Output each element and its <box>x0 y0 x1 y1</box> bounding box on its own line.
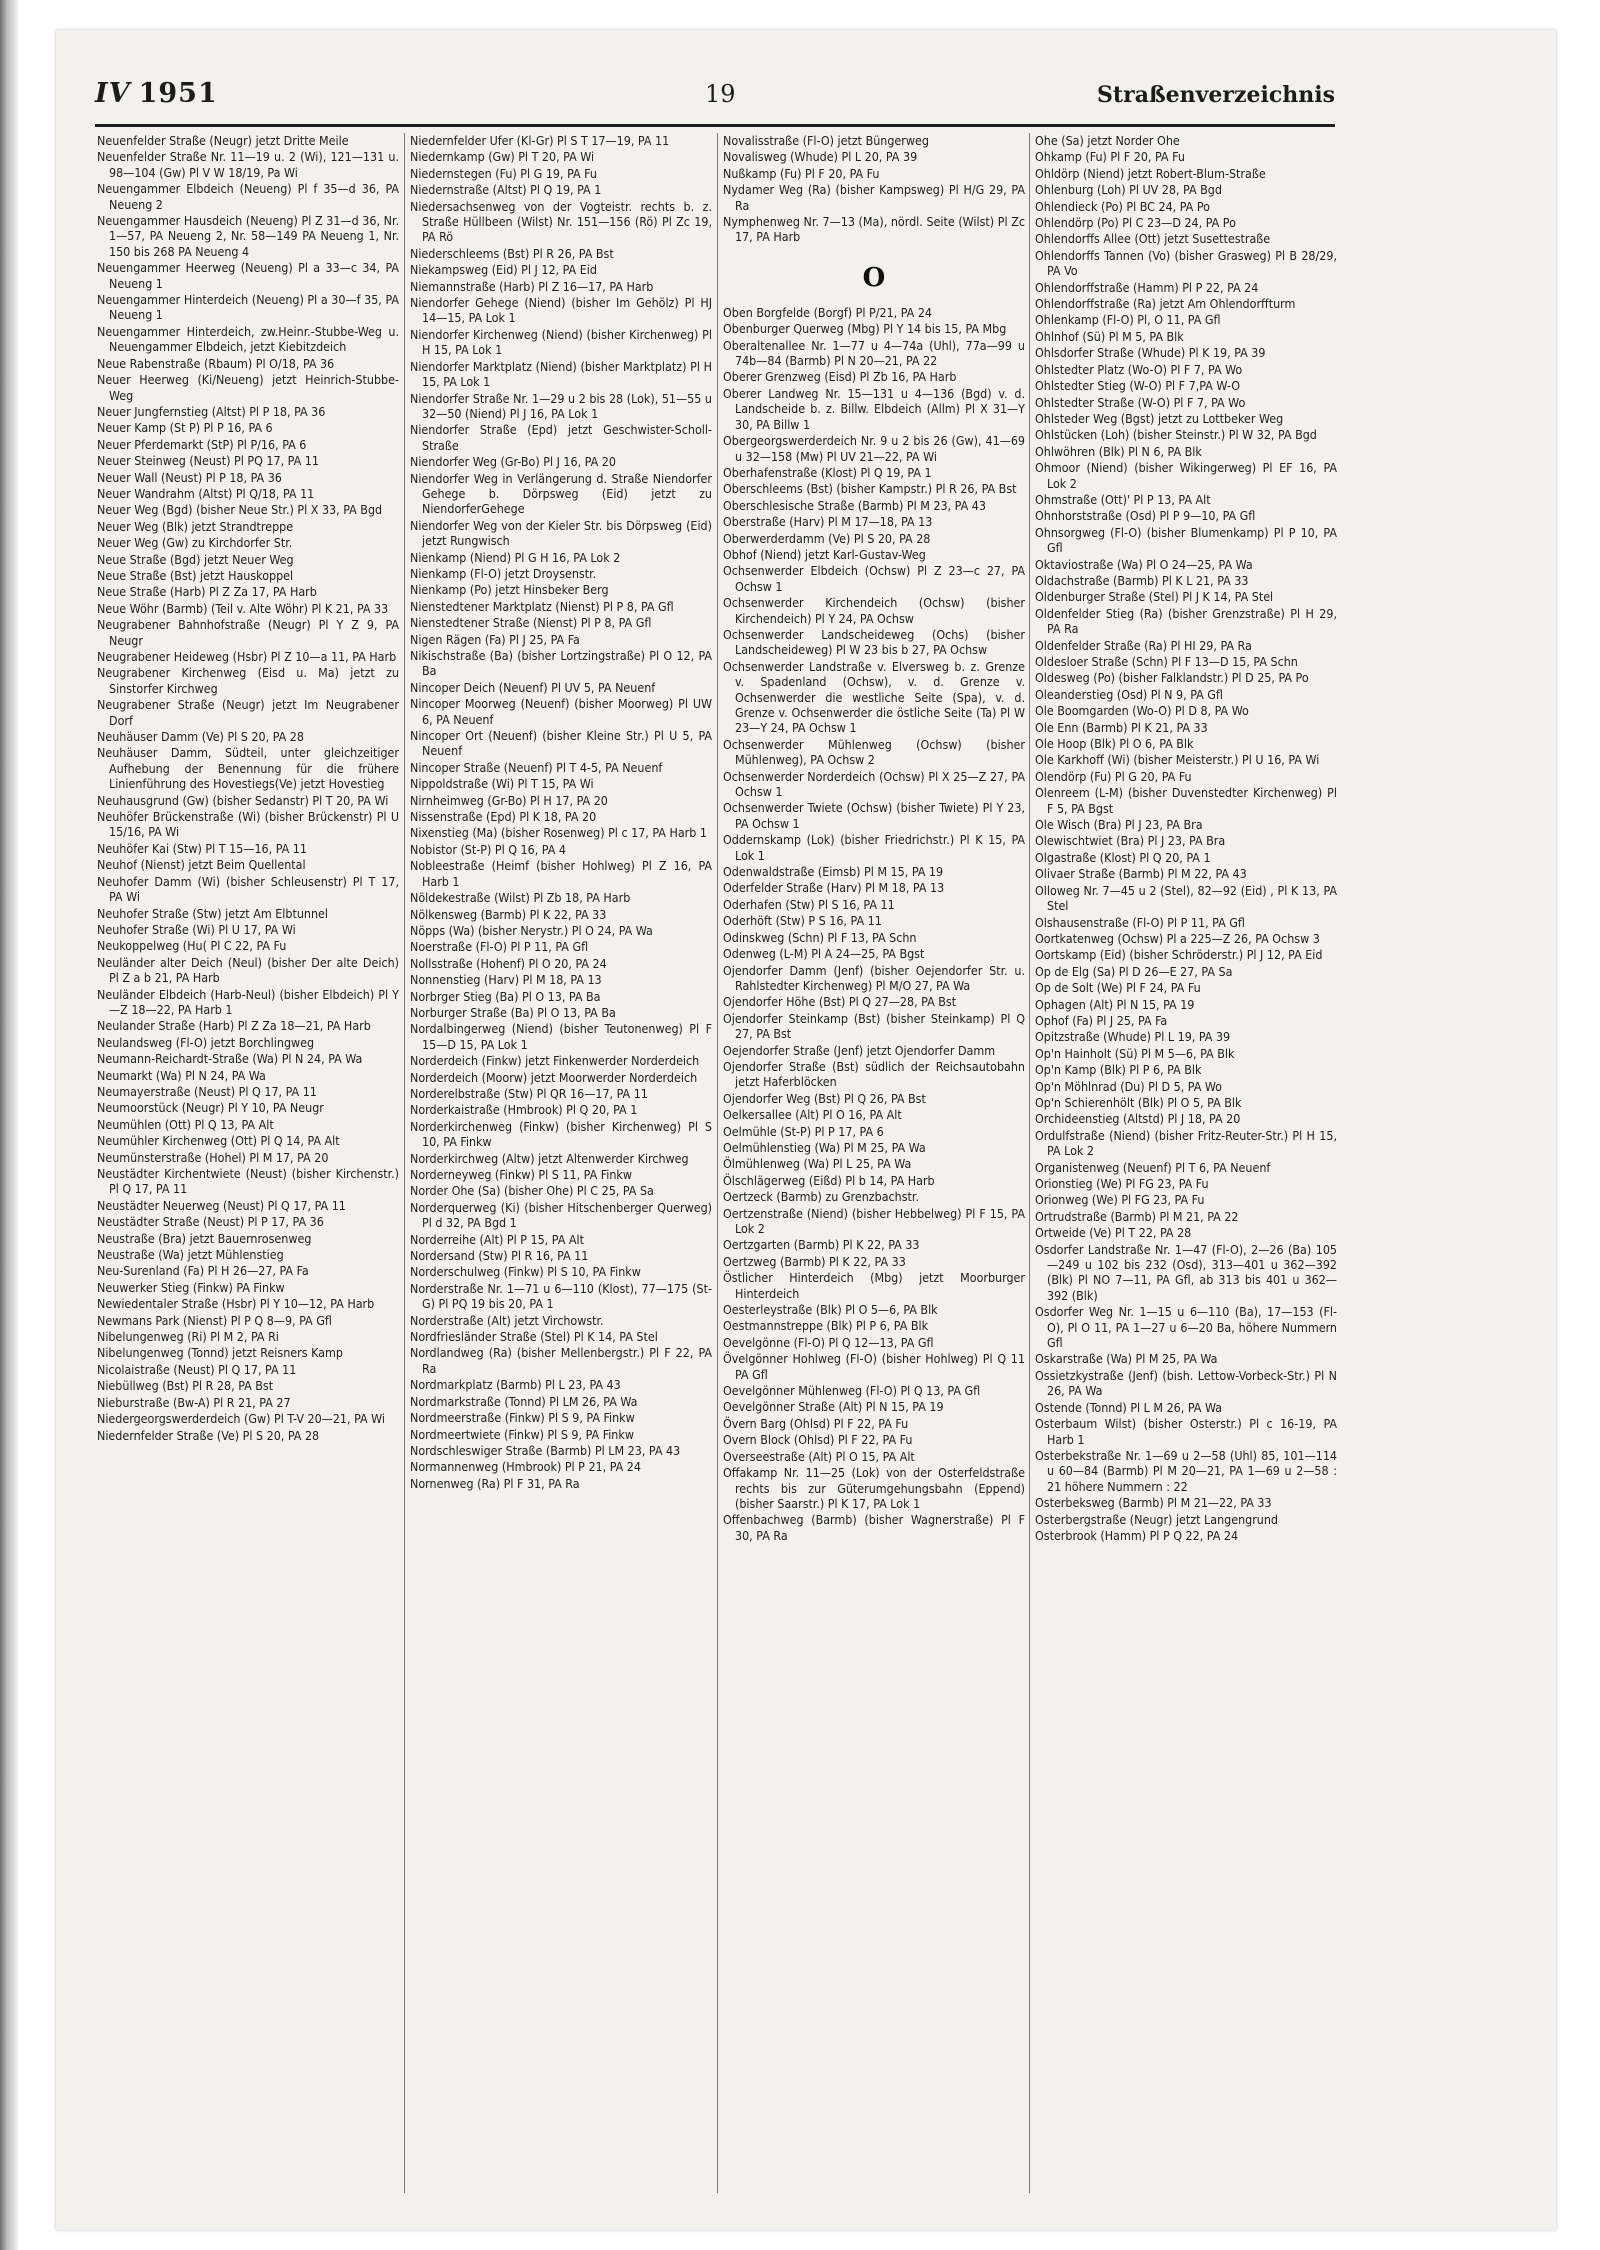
street-entry: Odinskweg (Schn) Pl F 13, PA Schn <box>723 929 917 945</box>
street-entry: Oberschleems (Bst) (bisher Kampstr.) Pl R 26, PA Bst <box>723 481 1017 497</box>
street-entry: Niendorfer Straße Nr. 1—29 u 2 bis 28 (Lok), 51—55 u 32—50 (Niend) Pl J 16, PA Lok 1 <box>410 390 712 421</box>
street-entry: Nincoper Ort (Neuenf) (bisher Kleine Str.) Pl U 5, PA Neuenf <box>410 728 712 759</box>
street-entry: Neue Rabenstraße (Rbaum) Pl O/18, PA 36 <box>97 355 335 371</box>
street-entry: Neuländer alter Deich (Neul) (bisher Der alte Deich) Pl Z a b 21, PA Harb <box>97 954 399 986</box>
street-entry: Norder Ohe (Sa) (bisher Ohe) Pl C 25, PA Sa <box>410 1183 654 1199</box>
street-column-3-part-1 <box>723 133 1025 245</box>
street-entry: Oertzeck (Barmb) zu Grenzbachstr. <box>723 1189 919 1205</box>
street-entry: Ole Karkhoff (Wi) (bisher Meisterstr.) Pl U 16, PA Wi <box>1035 752 1320 768</box>
street-entry: Niendorfer Straße (Epd) jetzt Geschwister-Scholl-Straße <box>410 422 712 453</box>
street-entry: Ole Hoop (Blk) Pl O 6, PA Blk <box>1035 736 1194 752</box>
street-entry: Oelmühle (St-P) Pl P 17, PA 6 <box>723 1123 884 1139</box>
street-entry: Niedernstraße (Altst) Pl Q 19, PA 1 <box>410 182 602 198</box>
street-entry: Olgastraße (Klost) Pl Q 20, PA 1 <box>1035 849 1211 865</box>
street-entry: Nienstedtener Marktplatz (Nienst) Pl P 8, PA Gfl <box>410 598 674 614</box>
street-entry: Oberschlesische Straße (Barmb) Pl M 23, PA 43 <box>723 497 986 513</box>
street-entry: Neue Straße (Bgd) jetzt Neuer Weg <box>97 551 294 567</box>
street-entry: Ohlstedter Platz (Wo-O) Pl F 7, PA Wo <box>1035 361 1243 377</box>
street-entry: Ossietzkystraße (Jenf) (bish. Lettow-Vorbeck-Str.) Pl N 26, PA Wa <box>1035 1367 1337 1399</box>
street-entry: Ohmstraße (Ott)' Pl P 13, PA Alt <box>1035 491 1211 507</box>
street-entry: Oderhöft (Stw) P S 16, PA 11 <box>723 913 882 929</box>
street-entry: Ohe (Sa) jetzt Norder Ohe <box>1035 133 1180 148</box>
street-entry: Obergeorgswerderdeich Nr. 9 u 2 bis 26 (Gw), 41—69 u 32—158 (Mw) Pl UV 21—22, PA Wi <box>723 433 1025 464</box>
street-entry: Ohkamp (Fu) Pl F 20, PA Fu <box>1035 149 1185 165</box>
street-entry: Ophagen (Alt) Pl N 15, PA 19 <box>1035 996 1195 1012</box>
street-entry: Op de Elg (Sa) Pl D 26—E 27, PA Sa <box>1035 963 1233 979</box>
street-entry: Ochsenwerder Kirchendeich (Ochsw) (bisher Kirchendeich) Pl Y 24, PA Ochsw <box>723 595 1025 626</box>
street-entry: Nibelungenweg (Tonnd) jetzt Reisners Kamp <box>97 1345 343 1361</box>
street-entry: Neuer Jungfernstieg (Altst) Pl P 18, PA 36 <box>97 403 326 419</box>
street-entry: Oertzenstraße (Niend) (bisher Hebbelweg) Pl F 15, PA Lok 2 <box>723 1205 1025 1236</box>
street-entry: Niedersachsenweg von der Vogteistr. rechts b. z. Straße Hüllbeen (Wilst) Nr. 151—156 (Rö) Pl Zc 19, PA Rö <box>410 198 712 245</box>
column-divider <box>1029 133 1030 2193</box>
street-entry: Niendorfer Kirchenweg (Niend) (bisher Kirchenweg) Pl H 15, PA Lok 1 <box>410 326 712 358</box>
street-entry: Osdorfer Landstraße Nr. 1—47 (Fl-O), 2—26 (Ba) 105—249 u 102 bis 232 (Osd), 313—401 u 362—392 (Blk) Pl NO 7—11, PA Gfl, ab 313 bis 401 u 362—392 (Blk) <box>1035 1241 1337 1303</box>
street-entry: Oortkatenweg (Ochsw) Pl a 225—Z 26, PA Ochsw 3 <box>1035 930 1320 946</box>
street-entry: Nikischstraße (Ba) (bisher Lortzingstraße) Pl O 12, PA Ba <box>410 648 712 679</box>
street-entry: Oevelgönner Straße (Alt) Pl N 15, PA 19 <box>723 1399 944 1415</box>
street-entry: Ohlstedter Stieg (W-O) Pl F 7,PA W-O <box>1035 378 1241 394</box>
street-entry: Norburger Straße (Ba) Pl O 13, PA Ba <box>410 1004 616 1020</box>
street-entry: Norderdeich (Moorw) jetzt Moorwerder Norderdeich <box>410 1069 698 1085</box>
street-entry: Oertzgarten (Barmb) Pl K 22, PA 33 <box>723 1237 920 1253</box>
street-entry: Neulandsweg (Fl-O) jetzt Borchlingweg <box>97 1034 315 1050</box>
street-entry: Nordschleswiger Straße (Barmb) Pl LM 23, PA 43 <box>410 1442 681 1458</box>
street-entry: Ostende (Tonnd) Pl L M 26, PA Wa <box>1035 1399 1223 1415</box>
street-entry: Neulander Straße (Harb) Pl Z Za 18—21, PA Harb <box>97 1018 371 1034</box>
street-entry: Ohlendorffs Tannen (Vo) (bisher Grasweg) Pl B 28/29, PA Vo <box>1035 247 1337 279</box>
street-entry: Niekampsweg (Eid) Pl J 12, PA Eid <box>410 262 597 278</box>
street-entry: Nigen Rägen (Fa) Pl J 25, PA Fa <box>410 631 580 647</box>
street-entry: Ohlendorffstraße (Hamm) Pl P 22, PA 24 <box>1035 279 1259 295</box>
street-entry: Neustädter Neuerweg (Neust) Pl Q 17, PA 11 <box>97 1197 346 1213</box>
street-entry: Ojendorfer Steinkamp (Bst) (bisher Steinkamp) Pl Q 27, PA Bst <box>723 1010 1025 1042</box>
street-entry: Ohlendörp (Po) Pl C 23—D 24, PA Po <box>1035 215 1236 231</box>
street-entry: Noerstraße (Fl-O) Pl P 11, PA Gfl <box>410 939 589 955</box>
column-divider <box>717 133 718 2193</box>
street-entry: Neuer Heerweg (Ki/Neueng) jetzt Heinrich-Stubbe-Weg <box>97 372 399 403</box>
street-entry: Norderdeich (Finkw) jetzt Finkenwerder Norderdeich <box>410 1053 700 1069</box>
street-entry: Olendörp (Fu) Pl G 20, PA Fu <box>1035 768 1192 784</box>
street-entry: Nobistor (St-P) Pl Q 16, PA 4 <box>410 841 566 857</box>
street-entry: Ortweide (Ve) Pl T 22, PA 28 <box>1035 1225 1192 1241</box>
street-entry: Ohlendorffs Allee (Ott) jetzt Susettestraße <box>1035 231 1271 247</box>
street-entry: Neumarkt (Wa) Pl N 24, PA Wa <box>97 1067 266 1083</box>
street-entry: Ordulfstraße (Niend) (bisher Fritz-Reuter-Str.) Pl H 15, PA Lok 2 <box>1035 1127 1337 1159</box>
street-entry: Nordersand (Stw) Pl R 16, PA 11 <box>410 1248 589 1264</box>
street-entry: Ohlwöhren (Blk) Pl N 6, PA Blk <box>1035 443 1202 459</box>
street-entry: Nincoper Moorweg (Neuenf) (bisher Moorweg) Pl UW 6, PA Neuenf <box>410 696 712 727</box>
street-entry: Op'n Schierenhölt (Blk) Pl O 5, PA Blk <box>1035 1094 1242 1110</box>
street-entry: Olivaer Straße (Barmb) Pl M 22, PA 43 <box>1035 866 1247 882</box>
street-entry: Nordmarkplatz (Barmb) Pl L 23, PA 43 <box>410 1377 621 1393</box>
street-entry: Novalisstraße (Fl-O) jetzt Büngerweg <box>723 133 929 148</box>
street-entry: Nöldekestraße (Wilst) Pl Zb 18, PA Harb <box>410 890 631 906</box>
street-entry: Niendorfer Gehege (Niend) (bisher Im Gehölz) Pl HJ 14—15, PA Lok 1 <box>410 295 712 326</box>
street-column-3-part-2 <box>723 305 1025 1543</box>
street-entry: Oberstraße (Harv) Pl M 17—18, PA 13 <box>723 514 933 530</box>
street-entry: Neumann-Reichardt-Straße (Wa) Pl N 24, PA Wa <box>97 1051 363 1067</box>
street-entry: Niederschleems (Bst) Pl R 26, PA Bst <box>410 245 614 261</box>
street-entry: Norderstraße Nr. 1—71 u 6—110 (Klost), 77—175 (St-G) Pl PQ 19 bis 20, PA 1 <box>410 1280 712 1312</box>
street-entry: Niedernfelder Straße (Ve) Pl S 20, PA 28 <box>97 1427 320 1443</box>
street-entry: Op'n Kamp (Blk) Pl P 6, PA Blk <box>1035 1062 1202 1078</box>
street-entry: Neustraße (Bra) jetzt Bauernrosenweg <box>97 1230 312 1246</box>
street-entry: Osdorfer Weg Nr. 1—15 u 6—110 (Ba), 17—153 (Fl-O), Pl O 11, PA 1—27 u 6—20 Ba, höhere Nummern Gfl <box>1035 1304 1337 1351</box>
street-entry: Neugrabener Heideweg (Hsbr) Pl Z 10—a 11, PA Harb <box>97 649 397 664</box>
header-page-number: 19 <box>705 80 736 108</box>
street-entry: Nollsstraße (Hohenf) Pl O 20, PA 24 <box>410 955 607 971</box>
street-entry: Olewischtwiet (Bra) Pl J 23, PA Bra <box>1035 833 1226 849</box>
street-entry: Ochsenwerder Elbdeich (Ochsw) Pl Z 23—c 27, PA Ochsw 1 <box>723 563 1025 594</box>
street-entry: Neuländer Elbdeich (Harb-Neul) (bisher Elbdeich) Pl Y—Z 18—22, PA Harb 1 <box>97 986 399 1017</box>
street-entry: Odenweg (L-M) Pl A 24—25, PA Bgst <box>723 946 925 962</box>
street-entry: Oberer Grenzweg (Eisd) Pl Zb 16, PA Harb <box>723 369 957 385</box>
street-entry: Ochsenwerder Norderdeich (Ochsw) Pl X 25—Z 27, PA Ochsw 1 <box>723 768 1025 800</box>
street-entry: Nieburstraße (Bw-A) Pl R 21, PA 27 <box>97 1394 291 1410</box>
street-entry: Ohlendorffstraße (Ra) jetzt Am Ohlendorffturm <box>1035 296 1296 312</box>
header-rule <box>95 124 1335 127</box>
street-entry: Ohlsdorfer Straße (Whude) Pl K 19, PA 39 <box>1035 345 1266 361</box>
street-entry: Offenbachweg (Barmb) (bisher Wagnerstraße) Pl F 30, PA Ra <box>723 1512 1025 1543</box>
street-entry: Nienkamp (Fl-O) jetzt Droysenstr. <box>410 565 597 581</box>
street-entry: Oejendorfer Straße (Jenf) jetzt Ojendorfer Damm <box>723 1042 996 1058</box>
street-entry: Neugrabener Kirchenweg (Eisd u. Ma) jetzt zu Sinstorfer Kirchweg <box>97 665 399 696</box>
street-entry: Niedernkamp (Gw) Pl T 20, PA Wi <box>410 149 595 165</box>
street-entry: Östlicher Hinterdeich (Mbg) jetzt Moorburger Hinterdeich <box>723 1270 1025 1301</box>
street-entry: Ohnhorststraße (Osd) Pl P 9—10, PA Gfl <box>1035 508 1256 524</box>
street-entry: Niedernstegen (Fu) Pl G 19, PA Fu <box>410 165 597 181</box>
street-entry: Ochsenwerder Twiete (Ochsw) (bisher Twiete) Pl Y 23, PA Ochsw 1 <box>723 800 1025 831</box>
street-entry: Neuengammer Hinterdeich (Neueng) Pl a 30—f 35, PA Neueng 1 <box>97 292 399 323</box>
street-entry: Nirnheimweg (Gr-Bo) Pl H 17, PA 20 <box>410 792 608 808</box>
street-entry: Neuer Weg (Blk) jetzt Strandtreppe <box>97 518 294 534</box>
street-entry: Norderkaistraße (Hmbrook) Pl Q 20, PA 1 <box>410 1102 638 1118</box>
street-entry: Osterbaum Wilst) (bisher Osterstr.) Pl c 16-19, PA Harb 1 <box>1035 1416 1337 1447</box>
street-entry: Neuwerker Stieg (Finkw) PA Finkw <box>97 1279 285 1295</box>
street-entry: Nonnenstieg (Harv) Pl M 18, PA 13 <box>410 972 602 988</box>
header-year: 1951 <box>138 78 218 109</box>
street-entry: Neuengammer Hinterdeich, zw.Heinr.-Stubbe-Weg u. Neuengammer Elbdeich, jetzt Kiebitzdeich <box>97 323 399 355</box>
street-entry: Op'n Möhlnrad (Du) Pl D 5, PA Wo <box>1035 1078 1222 1094</box>
street-entry: Neue Straße (Bst) jetzt Hauskoppel <box>97 567 294 583</box>
street-entry: Oortskamp (Eid) (bisher Schröderstr.) Pl J 12, PA Eid <box>1035 947 1323 963</box>
street-entry: Norderreihe (Alt) Pl P 15, PA Alt <box>410 1231 584 1247</box>
street-entry: Obhof (Niend) jetzt Karl-Gustav-Weg <box>723 546 926 562</box>
street-entry: Ole Enn (Barmb) Pl K 21, PA 33 <box>1035 719 1208 735</box>
street-entry: Oktaviostraße (Wa) Pl O 24—25, PA Wa <box>1035 556 1253 572</box>
street-entry: Neuengammer Hausdeich (Neueng) Pl Z 31—d 36, Nr. 1—57, PA Neueng 2, Nr. 58—149 PA Neueng 1, Nr. 150 bis 268 PA Neueng 4 <box>97 213 399 259</box>
street-entry: Neuenfelder Straße Nr. 11—19 u. 2 (Wi), 121—131 u. 98—104 (Gw) Pl V W 18/19, Pa Wi <box>97 149 399 180</box>
street-entry: Oevelgönner Mühlenweg (Fl-O) Pl Q 13, PA Gfl <box>723 1383 981 1399</box>
street-entry: Oesterleystraße (Blk) Pl O 5—6, PA Blk <box>723 1302 938 1318</box>
street-entry: Ohmoor (Niend) (bisher Wikingerweg) Pl EF 16, PA Lok 2 <box>1035 460 1337 491</box>
street-entry: Neuhausgrund (Gw) (bisher Sedanstr) Pl T 20, PA Wi <box>97 792 389 808</box>
street-entry: Nölkensweg (Barmb) Pl K 22, PA 33 <box>410 906 607 922</box>
street-entry: Ortrudstraße (Barmb) Pl M 21, PA 22 <box>1035 1208 1239 1224</box>
street-entry: Osterbeksweg (Barmb) Pl M 21—22, PA 33 <box>1035 1495 1272 1511</box>
street-entry: Niedergeorgswerderdeich (Gw) Pl T-V 20—21, PA Wi <box>97 1411 386 1427</box>
street-entry: Ohlenburg (Loh) Pl UV 28, PA Bgd <box>1035 182 1222 198</box>
street-entry: Neuenfelder Straße (Neugr) jetzt Dritte Meile <box>97 133 349 148</box>
street-column-1 <box>97 133 399 2193</box>
street-entry: Olenreem (L-M) (bisher Duvenstedter Kirchenweg) Pl F 5, PA Bgst <box>1035 785 1337 816</box>
street-entry: Nienkamp (Niend) Pl G H 16, PA Lok 2 <box>410 549 621 565</box>
street-entry: Nordlandweg (Ra) (bisher Mellenbergstr.) Pl F 22, PA Ra <box>410 1345 712 1376</box>
street-entry: Neuhäuser Damm, Südteil, unter gleichzeitiger Aufhebung der Benennung für die frühere Linienführung des Hovestiegs(Ve) jetzt Hovestieg <box>97 745 399 792</box>
street-entry: Nissenstraße (Epd) Pl K 18, PA 20 <box>410 809 597 825</box>
street-entry: Ole Wisch (Bra) Pl J 23, PA Bra <box>1035 817 1203 833</box>
street-entry: Nordmeertwiete (Finkw) Pl S 9, PA Finkw <box>410 1426 634 1442</box>
street-entry: Norderneyweg (Finkw) Pl S 11, PA Finkw <box>410 1167 633 1182</box>
street-entry: Neugrabener Bahnhofstraße (Neugr) Pl Y Z 9, PA Neugr <box>97 617 399 648</box>
street-entry: Norderquerweg (Ki) (bisher Hitschenberger Querweg) Pl d 32, PA Bgd 1 <box>410 1199 712 1231</box>
street-entry: Niendorfer Weg in Verlängerung d. Straße Niendorfer Gehege b. Dörpsweg (Eid) jetzt zu NiendorferGehege <box>410 470 712 517</box>
street-entry: Oskarstraße (Wa) Pl M 25, PA Wa <box>1035 1351 1218 1367</box>
street-entry: Oertzweg (Barmb) Pl K 22, PA 33 <box>723 1253 906 1269</box>
street-columns <box>97 133 1337 2193</box>
street-entry: Neue Straße (Harb) Pl Z Za 17, PA Harb <box>97 584 317 600</box>
street-entry: Neuer Pferdemarkt (StP) Pl P/16, PA 6 <box>97 436 307 452</box>
street-entry: Nußkamp (Fu) Pl F 20, PA Fu <box>723 165 880 181</box>
street-entry: Newmans Park (Nienst) Pl P Q 8—9, PA Gfl <box>97 1312 332 1328</box>
street-entry: Ölschlägerweg (Eißd) Pl b 14, PA Harb <box>723 1172 935 1188</box>
street-entry: Nordfriesländer Straße (Stel) Pl K 14, PA Stel <box>410 1329 658 1345</box>
street-entry: Niedernfelder Ufer (Kl-Gr) Pl S T 17—19, PA 11 <box>410 133 670 148</box>
street-entry: Nornenweg (Ra) Pl F 31, PA Ra <box>410 1475 580 1491</box>
street-entry: Nippoldstraße (Wi) Pl T 15, PA Wi <box>410 776 594 792</box>
street-entry: Ölmühlenweg (Wa) Pl L 25, PA Wa <box>723 1156 912 1172</box>
street-entry: Oldesweg (Po) (bisher Falklandstr.) Pl D 25, PA Po <box>1035 670 1309 686</box>
street-entry: Neuer Steinweg (Neust) Pl PQ 17, PA 11 <box>97 453 319 469</box>
header-section-title: Straßenverzeichnis <box>1097 82 1335 108</box>
street-entry: Neuhof (Nienst) jetzt Beim Quellental <box>97 857 306 873</box>
street-entry: Ochsenwerder Landstraße v. Elversweg b. z. Grenze v. Spadenland (Ochsw), v. d. Grenze v. Ochsenwerder die westliche Seite (Spa), v. d. Grenze v. Ochsenwerder die östliche Seite (Ta) Pl W 23—Y 24, PA Ochsw 1 <box>723 658 1025 736</box>
street-entry: Op de Solt (We) Pl F 24, PA Fu <box>1035 980 1201 996</box>
street-entry: Nienstedtener Straße (Nienst) Pl P 8, PA Gfl <box>410 615 652 631</box>
street-entry: Neumoorstück (Neugr) Pl Y 10, PA Neugr <box>97 1100 324 1116</box>
street-entry: Neumünsterstraße (Hohel) Pl M 17, PA 20 <box>97 1149 329 1165</box>
street-entry: Osterbekstraße Nr. 1—69 u 2—58 (Uhl) 85, 101—114 u 60—84 (Barmb) Pl M 20—21, PA 1—69 u 2—58 : 21 höhere Nummern : 22 <box>1035 1447 1337 1494</box>
street-entry: Nincoper Straße (Neuenf) Pl T 4-5, PA Neuenf <box>410 759 663 775</box>
street-entry: Oberaltenallee Nr. 1—77 u 4—74a (Uhl), 77a—99 u 74b—84 (Barmb) Pl N 20—21, PA 22 <box>723 337 1025 369</box>
street-entry: Oelkersallee (Alt) Pl O 16, PA Alt <box>723 1107 902 1123</box>
street-entry: Neustädter Straße (Neust) Pl P 17, PA 36 <box>97 1214 324 1230</box>
street-entry: Nicolaistraße (Neust) Pl Q 17, PA 11 <box>97 1361 297 1377</box>
street-entry: Neumühlen (Ott) Pl Q 13, PA Alt <box>97 1116 274 1132</box>
street-entry: Neue Wöhr (Barmb) (Teil v. Alte Wöhr) Pl K 21, PA 33 <box>97 600 389 616</box>
page-header <box>95 78 1335 128</box>
street-entry: Nordmeerstraße (Finkw) Pl S 9, PA Finkw <box>410 1410 635 1426</box>
street-entry: Orionweg (We) Pl FG 23, PA Fu <box>1035 1192 1205 1208</box>
street-entry: Oldenfelder Stieg (Ra) (bisher Grenzstraße) Pl H 29, PA Ra <box>1035 605 1337 637</box>
street-entry: Oestmannstreppe (Blk) Pl P 6, PA Blk <box>723 1318 929 1334</box>
street-entry: Oben Borgfelde (Borgf) Pl P/21, PA 24 <box>723 304 933 320</box>
street-entry: Ojendorfer Höhe (Bst) Pl Q 27—28, PA Bst <box>723 994 957 1010</box>
street-entry: Norderkirchweg (Altw) jetzt Altenwerder Kirchweg <box>410 1150 689 1166</box>
street-entry: Niendorfer Marktplatz (Niend) (bisher Marktplatz) Pl H 15, PA Lok 1 <box>410 358 712 390</box>
street-entry: Ohldörp (Niend) jetzt Robert-Blum-Straße <box>1035 165 1266 181</box>
street-entry: Oddernskamp (Lok) (bisher Friedrichstr.) Pl K 15, PA Lok 1 <box>723 832 1025 863</box>
street-entry: Nordmarkstraße (Tonnd) Pl LM 26, PA Wa <box>410 1393 638 1409</box>
street-entry: Ohlstücken (Loh) (bisher Steinstr.) Pl W 32, PA Bgd <box>1035 427 1317 443</box>
street-entry: Nixenstieg (Ma) (bisher Rosenweg) Pl c 17, PA Harb 1 <box>410 825 707 841</box>
street-entry: Osterbrook (Hamm) Pl P Q 22, PA 24 <box>1035 1527 1239 1543</box>
street-entry: Neukoppelweg (Hu( Pl C 22, PA Fu <box>97 938 287 954</box>
street-entry: Opitzstraße (Whude) Pl L 19, PA 39 <box>1035 1029 1231 1045</box>
street-column-3 <box>723 133 1025 2193</box>
header-volume-year <box>95 78 218 109</box>
street-entry: Nibelungenweg (Ri) Pl M 2, PA Ri <box>97 1329 279 1345</box>
street-entry: Neustraße (Wa) jetzt Mühlenstieg <box>97 1247 284 1263</box>
street-entry: Neuhöfer Brückenstraße (Wi) (bisher Brückenstr) Pl U 15/16, PA Wi <box>97 809 399 840</box>
street-entry: Ohlstedter Straße (W-O) Pl F 7, PA Wo <box>1035 394 1246 410</box>
street-entry: Ojendorfer Straße (Bst) südlich der Reichsautobahn jetzt Haferblöcken <box>723 1058 1025 1090</box>
street-entry: Neustädter Kirchentwiete (Neust) (bisher Kirchenstr.) Pl Q 17, PA 11 <box>97 1166 399 1197</box>
street-entry: Neuengammer Elbdeich (Neueng) Pl f 35—d 36, PA Neueng 2 <box>97 181 399 212</box>
street-entry: Osterbergstraße (Neugr) jetzt Langengrund <box>1035 1511 1279 1527</box>
street-entry: Niebüllweg (Bst) Pl R 28, PA Bst <box>97 1378 274 1394</box>
street-column-4 <box>1035 133 1337 2193</box>
street-entry: Oelmühlenstieg (Wa) Pl M 25, PA Wa <box>723 1139 926 1155</box>
street-entry: Oldenburger Straße (Stel) Pl J K 14, PA Stel <box>1035 589 1274 605</box>
street-entry: Nobleestraße (Heimf (bisher Hohlweg) Pl Z 16, PA Harb 1 <box>410 858 712 889</box>
street-entry: Oberer Landweg Nr. 15—131 u 4—136 (Bgd) v. d. Landscheide b. z. Billw. Elbdeich (Allm) Pl X 31—Y 30, PA Billw 1 <box>723 385 1025 432</box>
street-entry: Oevelgönne (Fl-O) Pl Q 12—13, PA Gfl <box>723 1334 934 1350</box>
street-entry: Niendorfer Weg von der Kieler Str. bis Dörpsweg (Eid) jetzt Rungwisch <box>410 517 712 549</box>
street-column-2 <box>410 133 712 2193</box>
street-entry: Norderstraße (Alt) jetzt Virchowstr. <box>410 1312 604 1328</box>
street-entry: Övelgönner Hohlweg (Fl-O) (bisher Hohlweg) Pl Q 11 PA Gfl <box>723 1351 1025 1382</box>
street-entry: Newiedentaler Straße (Hsbr) Pl Y 10—12, PA Harb <box>97 1296 375 1312</box>
letter-heading: O <box>862 262 886 293</box>
street-entry: Neuhäuser Damm (Ve) Pl S 20, PA 28 <box>97 729 304 745</box>
street-entry: Novalisweg (Whude) Pl L 20, PA 39 <box>723 149 918 165</box>
street-entry: Orionstieg (We) Pl FG 23, PA Fu <box>1035 1176 1209 1191</box>
street-entry: Ophof (Fa) Pl J 25, PA Fa <box>1035 1012 1168 1028</box>
street-entry: Neuer Kamp (St P) Pl P 16, PA 6 <box>97 420 273 436</box>
street-entry: Orchideenstieg (Altstd) Pl J 18, PA 20 <box>1035 1111 1241 1127</box>
street-entry: Oberwerderdamm (Ve) Pl S 20, PA 28 <box>723 530 931 546</box>
street-entry: Norderkirchenweg (Finkw) (bisher Kirchenweg) Pl S 10, PA Finkw <box>410 1118 712 1150</box>
street-entry: Organistenweg (Neuenf) Pl T 6, PA Neuenf <box>1035 1159 1271 1175</box>
street-entry: Oberhafenstraße (Klost) Pl Q 19, PA 1 <box>723 464 932 480</box>
street-entry: Neuhofer Damm (Wi) (bisher Schleusenstr) Pl T 17, PA Wi <box>97 873 399 905</box>
street-entry: Ohlendieck (Po) Pl BC 24, PA Po <box>1035 198 1210 214</box>
street-entry: Neuhofer Straße (Stw) jetzt Am Elbtunnel <box>97 905 328 921</box>
street-entry: Olloweg Nr. 7—45 u 2 (Stel), 82—92 (Eid) , Pl K 13, PA Stel <box>1035 882 1337 914</box>
street-entry: Nymphenweg Nr. 7—13 (Ma), nördl. Seite (Wilst) Pl Zc 17, PA Harb <box>723 214 1025 245</box>
street-entry: Neuhofer Straße (Wi) Pl U 17, PA Wi <box>97 921 296 937</box>
street-entry: Neumühler Kirchenweg (Ott) Pl Q 14, PA Alt <box>97 1133 340 1149</box>
street-entry: Olshausenstraße (Fl-O) Pl P 11, PA Gfl <box>1035 914 1245 930</box>
street-entry: Nincoper Deich (Neuenf) Pl UV 5, PA Neuenf <box>410 679 656 695</box>
street-entry: Niemannstraße (Harb) Pl Z 16—17, PA Harb <box>410 278 654 294</box>
street-entry: Ohlnhof (Sü) Pl M 5, PA Blk <box>1035 328 1184 344</box>
street-entry: Nordalbingerweg (Niend) (bisher Teutonenweg) Pl F 15—D 15, PA Lok 1 <box>410 1021 712 1052</box>
street-entry: Ojendorfer Damm (Jenf) (bisher Oejendorfer Str. u. Rahlstedter Kirchenweg) Pl M/O 27, PA Wa <box>723 962 1025 993</box>
street-entry: Oderhafen (Stw) Pl S 16, PA 11 <box>723 896 895 912</box>
street-entry: Nydamer Weg (Ra) (bisher Kampsweg) Pl H/G 29, PA Ra <box>723 182 1025 213</box>
scan-edge <box>0 0 18 2250</box>
street-entry: Ochsenwerder Landscheideweg (Ochs) (bisher Landscheideweg) Pl W 23 bis b 27, PA Ochsw <box>723 626 1025 658</box>
street-entry: Ochsenwerder Mühlenweg (Ochsw) (bisher Mühlenweg), PA Ochsw 2 <box>723 736 1025 768</box>
street-entry: Op'n Hainholt (Sü) Pl M 5—6, PA Blk <box>1035 1045 1235 1061</box>
street-entry: Overseestraße (Alt) Pl O 15, PA Alt <box>723 1448 915 1464</box>
street-entry: Oleanderstieg (Osd) Pl N 9, PA Gfl <box>1035 686 1223 702</box>
street-entry: Neugrabener Straße (Neugr) jetzt Im Neugrabener Dorf <box>97 697 399 728</box>
street-entry: Oldachstraße (Barmb) Pl K L 21, PA 33 <box>1035 572 1249 588</box>
street-entry: Neuer Weg (Gw) zu Kirchdorfer Str. <box>97 535 293 551</box>
street-entry: Övern Barg (Ohlsd) Pl F 22, PA Fu <box>723 1415 909 1431</box>
header-roman-numeral: IV <box>95 78 131 109</box>
street-entry: Ohlsteder Weg (Bgst) jetzt zu Lottbeker Weg <box>1035 410 1284 426</box>
street-entry: Ohnsorgweg (Fl-O) (bisher Blumenkamp) Pl P 10, PA Gfl <box>1035 524 1337 556</box>
street-entry: Oldesloer Straße (Schn) Pl F 13—D 15, PA Schn <box>1035 654 1298 669</box>
street-entry: Neuer Wandrahm (Altst) Pl Q/18, PA 11 <box>97 485 315 501</box>
street-entry: Norderelbstraße (Stw) Pl QR 16—17, PA 11 <box>410 1085 648 1101</box>
street-entry: Oderfelder Straße (Harv) Pl M 18, PA 13 <box>723 880 945 896</box>
street-entry: Normannenweg (Hmbrook) Pl P 21, PA 24 <box>410 1459 641 1475</box>
street-entry: Neuer Wall (Neust) Pl P 18, PA 36 <box>97 469 282 485</box>
street-entry: Nöpps (Wa) (bisher Nerystr.) Pl O 24, PA Wa <box>410 922 653 938</box>
column-divider <box>404 133 405 2193</box>
street-entry: Offakamp Nr. 11—25 (Lok) von der Osterfeldstraße rechts bis zur Güterumgehungsbahn (Eppend) (bisher Saarstr.) Pl K 17, PA Lok 1 <box>723 1465 1025 1511</box>
street-entry: Neu-Surenland (Fa) Pl H 26—27, PA Fa <box>97 1263 309 1279</box>
street-entry: Norderschulweg (Finkw) Pl S 10, PA Finkw <box>410 1264 641 1280</box>
street-entry: Ojendorfer Weg (Bst) Pl Q 26, PA Bst <box>723 1090 926 1106</box>
street-entry: Neuhöfer Kai (Stw) Pl T 15—16, PA 11 <box>97 840 307 856</box>
street-entry: Overn Block (Ohlsd) Pl F 22, PA Fu <box>723 1432 913 1448</box>
street-entry: Nienkamp (Po) jetzt Hinsbeker Berg <box>410 582 609 598</box>
street-entry: Norbrger Stieg (Ba) Pl O 13, PA Ba <box>410 988 601 1004</box>
street-entry: Neumayerstraße (Neust) Pl Q 17, PA 11 <box>97 1083 317 1099</box>
street-entry: Neuengammer Heerweg (Neueng) Pl a 33—c 34, PA Neueng 1 <box>97 260 399 291</box>
street-entry: Oldenfelder Straße (Ra) Pl HI 29, PA Ra <box>1035 637 1252 653</box>
street-entry: Niendorfer Weg (Gr-Bo) Pl J 16, PA 20 <box>410 454 616 470</box>
street-entry: Obenburger Querweg (Mbg) Pl Y 14 bis 15, PA Mbg <box>723 321 1007 337</box>
street-entry: Ole Boomgarden (Wo-O) Pl D 8, PA Wo <box>1035 703 1249 719</box>
street-entry: Odenwaldstraße (Eimsb) Pl M 15, PA 19 <box>723 864 944 880</box>
street-entry: Ohlenkamp (Fl-O) Pl, O 11, PA Gfl <box>1035 312 1221 328</box>
street-entry: Neuer Weg (Bgd) (bisher Neue Str.) Pl X 33, PA Bgd <box>97 502 383 518</box>
